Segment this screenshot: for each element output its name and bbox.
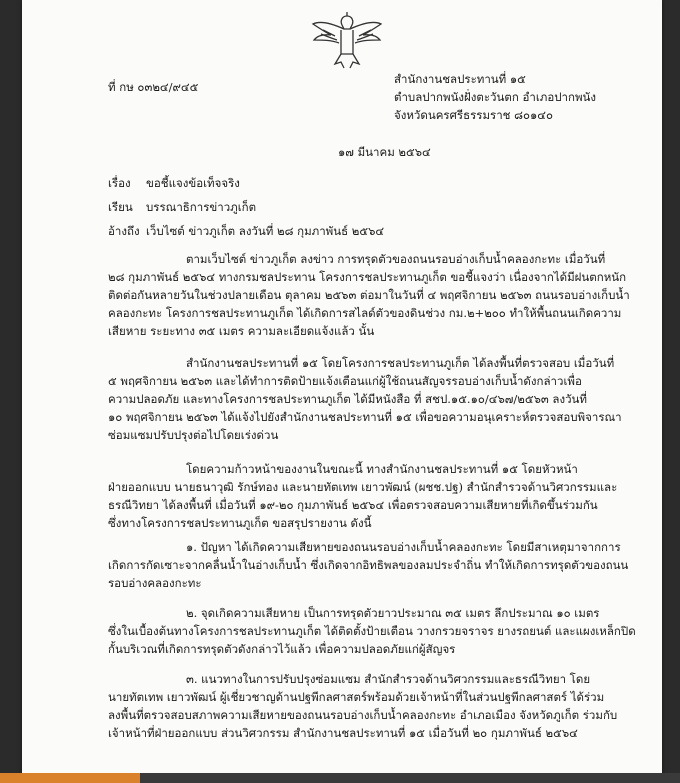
reference-label: อ้างถึง [108, 224, 140, 238]
body-line: ธรณีวิทยา ได้ลงพื้นที่ เมื่อวันที่ ๑๙-๒๐ กุมภาพันธ์ ๒๕๖๔ เพื่อตรวจสอบความเสียหายที่เกิดขึ้นร่วมกัน [108, 498, 598, 512]
body-line: ซ่อมแซมปรับปรุงต่อไปโดยเร่งด่วน [108, 428, 279, 442]
body-line: ความปลอดภัย และทางโครงการชลประทานภูเก็ต ได้มีหนังสือ ที่ สชป.๑๕.๑๐/๔๖๗/๒๕๖๓ ลงวันที่ [108, 392, 587, 406]
body-line: เจ้าหน้าที่ฝ่ายออกแบบ ส่วนวิศวกรรม สำนักงานชลประทานที่ ๑๕ เมื่อวันที่ ๒๐ กุมภาพันธ์ ๒๕๖๔ [108, 726, 578, 740]
body-line: ๒. จุดเกิดความเสียหาย เป็นการทรุดตัวยาวประมาณ ๓๕ เมตร ลึกประมาณ ๑๐ เมตร [186, 606, 600, 620]
body-line: นายทัตเทพ เยาวพัฒน์ ผู้เชี่ยวชาญด้านปฐพีกลศาสตร์พร้อมด้วยเจ้าหน้าที่ในส่วนปฐพีกลศาสตร์ ได้ร่วม [108, 690, 605, 704]
body-line: กั้นบริเวณที่เกิดการทรุดตัวดังกล่าวไว้แล้ว เพื่อความปลอดภัยแก่ผู้สัญจร [108, 642, 456, 656]
recipient-label: เรียน [108, 200, 133, 214]
document-number: ที่ กษ ๐๓๒๔/๙๔๕ [108, 80, 199, 94]
body-line: ฝ่ายออกแบบ นายธนาวุฒิ รักษ์ทอง และนายทัตเทพ เยาวพัฒน์ (ผชช.ปฐ) สำนักสำรวจด้านวิศวกรรมและ [108, 480, 618, 494]
subject-label: เรื่อง [108, 176, 131, 190]
body-line: ซึ่งทางโครงการชลประทานภูเก็ต ขอสรุปรายงาน ดังนี้ [108, 516, 372, 530]
letter-date: ๑๗ มีนาคม ๒๕๖๔ [338, 145, 431, 159]
viewer-scroll-thumb[interactable] [0, 773, 140, 783]
body-line: ๑๐ พฤศจิกายน ๒๕๖๓ ได้แจ้งไปยังสำนักงานชลประทานที่ ๑๕ เพื่อขอความอนุเคราะห์ตรวจสอบพิจารณา [108, 410, 622, 424]
office-name: สำนักงานชลประทานที่ ๑๕ [394, 72, 526, 86]
reference-text: เว็บไซต์ ข่าวภูเก็ต ลงวันที่ ๒๘ กุมภาพันธ์ ๒๕๖๔ [146, 224, 385, 238]
body-line: โดยความก้าวหน้าของงานในขณะนี้ ทางสำนักงานชลประทานที่ ๑๕ โดยหัวหน้า [186, 462, 578, 476]
body-line: คลองกะทะ โครงการชลประทานภูเก็ต ได้เกิดการสไลด์ตัวของดินช่วง กม.๒+๒๐๐ ทำให้พื้นถนนเกิดความ [108, 306, 622, 320]
garuda-emblem-icon [311, 10, 383, 72]
body-line: ๑. ปัญหา ได้เกิดความเสียหายของถนนรอบอ่างเก็บน้ำคลองกะทะ โดยมีสาเหตุมาจากการ [186, 540, 621, 554]
body-line: เสียหาย ระยะทาง ๓๕ เมตร ความละเอียดแจ้งแล้ว นั้น [108, 324, 375, 338]
subject-text: ขอชี้แจงข้อเท็จจริง [146, 176, 240, 190]
body-line: ๒๘ กุมภาพันธ์ ๒๕๖๔ ทางกรมชลประทาน โครงการชลประทานภูเก็ต ขอชี้แจงว่า เนื่องจากได้มีฝนตกหนัก [108, 270, 627, 284]
body-line: ลงพื้นที่ตรวจสอบสภาพความเสียหายของถนนรอบอ่างเก็บน้ำคลองกะทะ อำเภอเมือง จังหวัดภูเก็ต ร่วมกับ [108, 708, 618, 722]
body-line: ๕ พฤศจิกายน ๒๕๖๓ และได้ทำการติดป้ายแจ้งเตือนแก่ผู้ใช้ถนนสัญจรรอบอ่างเก็บน้ำดังกล่าวเพื่อ [108, 374, 582, 388]
body-line: ๓. แนวทางในการปรับปรุงซ่อมแซม สำนักสำรวจด้านวิศวกรรมและธรณีวิทยา โดย [186, 672, 591, 686]
body-line: เกิดการกัดเซาะจากคลื่นน้ำในอ่างเก็บน้ำ ซึ่งเกิดจากอิทธิพลของลมประจำถิ่น ทำให้เกิดการทรุดตัวของถนน [108, 558, 629, 572]
recipient-text: บรรณาธิการข่าวภูเก็ต [146, 200, 257, 214]
office-address-line-2: จังหวัดนครศรีธรรมราช ๘๐๑๔๐ [394, 108, 554, 122]
viewer-scroll-track[interactable] [0, 773, 680, 783]
office-address-line-1: ตำบลปากพนังฝั่งตะวันตก อำเภอปากพนัง [394, 90, 597, 104]
body-line: ตามเว็บไซต์ ข่าวภูเก็ต ลงข่าว การทรุดตัวของถนนรอบอ่างเก็บน้ำคลองกะทะ เมื่อวันที่ [186, 252, 606, 266]
body-line: สำนักงานชลประทานที่ ๑๕ โดยโครงการชลประทานภูเก็ต ได้ลงพื้นที่ตรวจสอบ เมื่อวันที่ [186, 356, 615, 370]
body-line: ติดต่อกันหลายวันในช่วงปลายเดือน ตุลาคม ๒๕๖๓ ต่อมาในวันที่ ๔ พฤศจิกายน ๒๕๖๓ ถนนรอบอ่างเก็บน้ำ [108, 288, 630, 302]
body-line: ซึ่งในเบื้องต้นทางโครงการชลประทานภูเก็ต ได้ติดตั้งป้ายเตือน วางกรวยจราจร ยางรถยนต์ และแผงเหล็กปิด [108, 624, 636, 638]
body-line: รอบอ่างคลองกะทะ [108, 576, 202, 590]
letter-page [22, 0, 662, 783]
